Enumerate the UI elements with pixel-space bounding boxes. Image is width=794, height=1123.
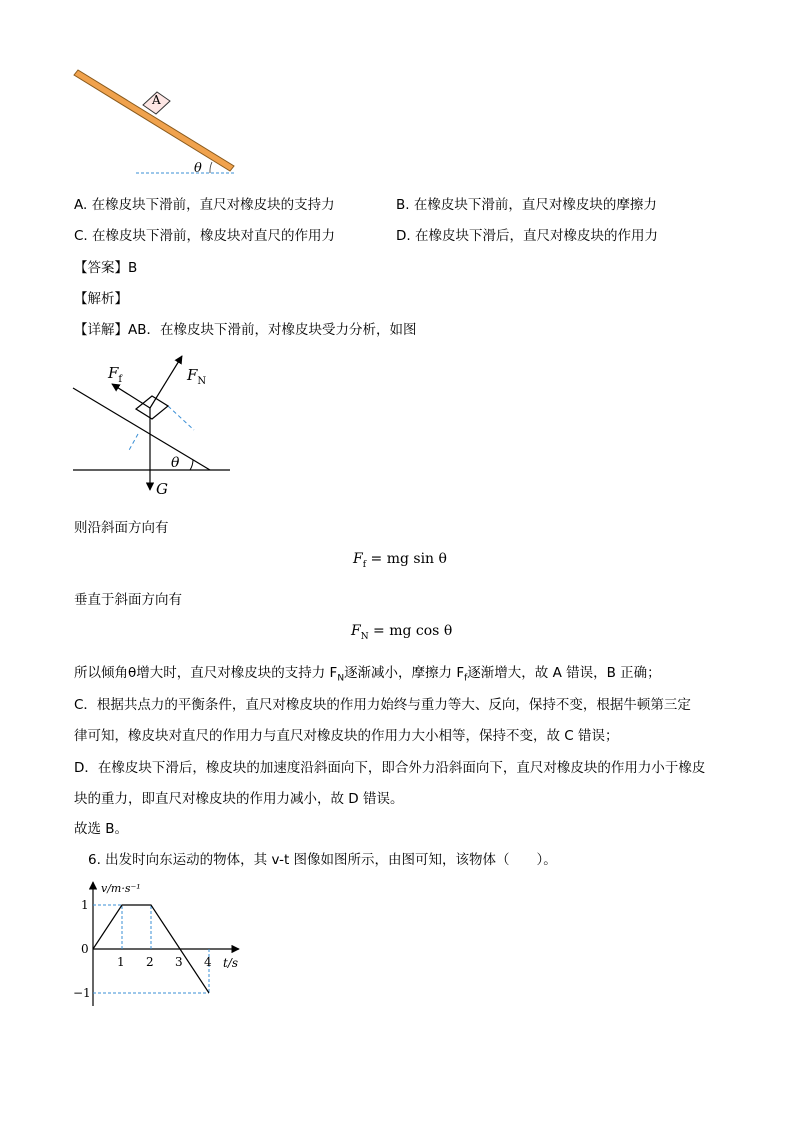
detail-intro: 【详解】AB．在橡皮块下滑前，对橡皮块受力分析，如图 [74, 322, 417, 338]
answer: 【答案】B [74, 260, 138, 276]
ff-label: $F_f$ [108, 364, 123, 385]
angle-arc [210, 162, 212, 173]
x-axis-label: t/s [223, 956, 239, 970]
x-tick-label: 1 [117, 955, 125, 969]
incline-ruler-figure [60, 64, 250, 182]
c-line-2: 律可知，橡皮块对直尺的作用力与直尺对橡皮块的作用力大小相等，保持不变，故 C 错误； [74, 728, 619, 744]
slope-angle-label: θ [171, 455, 180, 471]
along-slope-text: 则沿斜面方向有 [74, 520, 169, 536]
slope-line [73, 388, 210, 470]
d-line-2: 块的重力，即直尺对橡皮块的作用力减小，故 D 错误。 [74, 791, 404, 807]
fn-arrow [150, 356, 182, 408]
y-tick-label: 0 [81, 942, 89, 956]
question-6: 6. 出发时向东运动的物体，其 v-t 图像如图所示，由图可知，该物体（ ）。 [88, 852, 557, 868]
vt-chart [70, 876, 260, 1006]
g-label: G [156, 480, 168, 498]
c-line-1: C．根据共点力的平衡条件，直尺对橡皮块的作用力始终与重力等大、反向，保持不变，根据牛顿第三定 [74, 697, 691, 713]
conclusion-ab: 所以倾角θ增大时，直尺对橡皮块的支持力 $F_N$逐渐减小，摩擦力 $F_f$逐渐增大，故 A 错误，B 正确； [74, 665, 661, 684]
dashed-parallel [168, 406, 194, 430]
dashed-normal-a [128, 434, 138, 452]
d-line-1: D．在橡皮块下滑后，橡皮块的加速度沿斜面向下，即合外力沿斜面向下，直尺对橡皮块的作用力小于橡皮 [74, 760, 706, 776]
option-b: B. 在橡皮块下滑前，直尺对橡皮块的摩擦力 [396, 197, 657, 213]
option-a: A. 在橡皮块下滑前，直尺对橡皮块的支持力 [74, 197, 335, 213]
block [136, 396, 168, 419]
slope-angle-arc [190, 460, 193, 470]
perp-slope-text: 垂直于斜面方向有 [74, 592, 182, 608]
option-c: C. 在橡皮块下滑前，橡皮块对直尺的作用力 [74, 228, 336, 244]
x-tick-label: 4 [204, 955, 212, 969]
x-tick-label: 2 [146, 955, 154, 969]
equation-friction: $F_f$ = mg sin θ [353, 551, 447, 570]
option-d: D. 在橡皮块下滑后，直尺对橡皮块的作用力 [396, 228, 658, 244]
y-tick-label: 1 [81, 898, 89, 912]
y-tick-label: −1 [73, 986, 91, 1000]
block-a-label: A [152, 93, 161, 107]
equation-normal: $F_N$ = mg cos θ [351, 623, 453, 642]
choose-text: 故选 B。 [74, 821, 129, 837]
force-diagram [68, 348, 234, 498]
analysis-heading: 【解析】 [74, 291, 128, 307]
ff-arrow [112, 384, 150, 408]
fn-label: $F_N$ [187, 366, 207, 387]
x-tick-label: 3 [175, 955, 183, 969]
ruler [74, 70, 234, 171]
y-axis-label: v/m·s⁻¹ [101, 882, 141, 895]
angle-theta-label: θ [194, 161, 202, 176]
